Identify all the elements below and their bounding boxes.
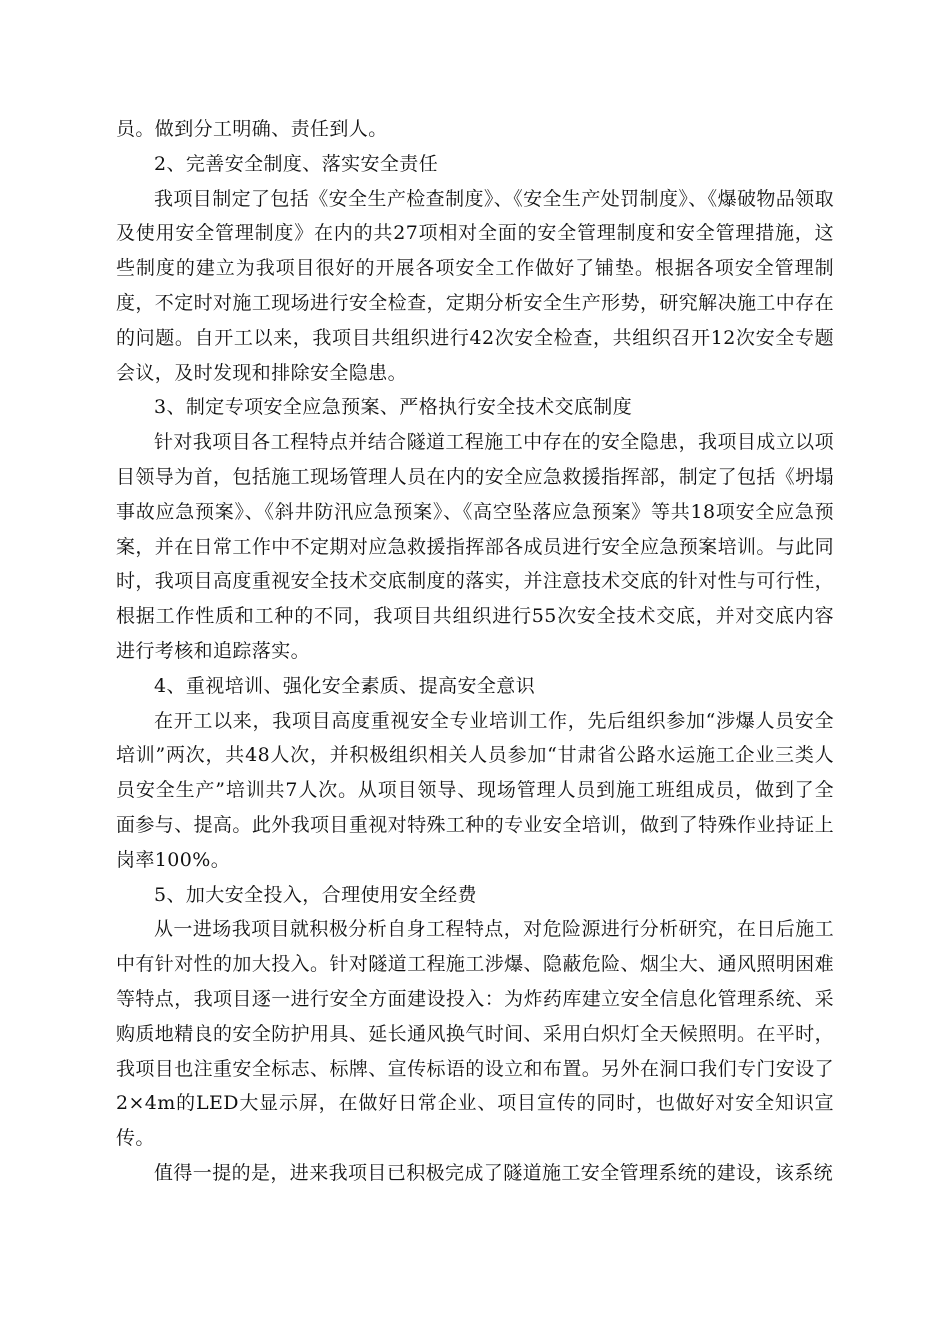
paragraph-emergency-plan: 针对我项目各工程特点并结合隧道工程施工中存在的安全隐患，我项目成立以项目领导为首，包括施工现场管理人员在内的安全应急救援指挥部，制定了包括《坍塌事故应急预案》、《斜井防汛应急预案》、《高空坠落应急预案》等共18项安全应急预案，并在日常工作中不定期对应急救援指挥部各成员进行安全应急预案培训。与此同时，我项目高度重视安全技术交底制度的落实，并注意技术交底的针对性与可行性，根据工作性质和工种的不同，我项目共组织进行55次安全技术交底，并对交底内容进行考核和追踪落实。: [116, 431, 834, 662]
paragraph-training: 在开工以来，我项目高度重视安全专业培训工作，先后组织参加“涉爆人员安全培训”两次，共48人次，并积极组织相关人员参加“甘肃省公路水运施工企业三类人员安全生产”培训共7人次。从项目领导、现场管理人员到施工班组成员，做到了全面参与、提高。此外我项目重视对特殊工种的专业安全培训，做到了特殊作业持证上岗率100%。: [116, 709, 834, 871]
paragraph-continuation: 员。做到分工明确、责任到人。: [116, 118, 388, 140]
section-heading-5: 5、加大安全投入，合理使用安全经费: [154, 883, 477, 906]
section-heading-3: 3、制定专项安全应急预案、严格执行安全技术交底制度: [154, 396, 633, 419]
section-heading-2: 2、完善安全制度、落实安全责任: [154, 152, 439, 175]
section-heading-4: 4、重视培训、强化安全素质、提高安全意识: [154, 674, 536, 697]
document-body: [116, 112, 834, 1191]
paragraph-safety-system: 我项目制定了包括《安全生产检查制度》、《安全生产处罚制度》、《爆破物品领取及使用安全管理制度》在内的共27项相对全面的安全管理制度和安全管理措施，这些制度的建立为我项目很好的开展各项安全工作做好了铺垫。根据各项安全管理制度，不定时对施工现场进行安全检查，定期分析安全生产形势，研究解决施工中存在的问题。自开工以来，我项目共组织进行42次安全检查，共组织召开12次安全专题会议，及时发现和排除安全隐患。: [116, 187, 834, 384]
paragraph-management-system: 值得一提的是，进来我项目已积极完成了隧道施工安全管理系统的建设，该系统: [154, 1161, 834, 1184]
paragraph-investment: 从一进场我项目就积极分析自身工程特点，对危险源进行分析研究，在日后施工中有针对性的加大投入。针对隧道工程施工涉爆、隐蔽危险、烟尘大、通风照明困难等特点，我项目逐一进行安全方面建设投入：为炸药库建立安全信息化管理系统、采购质地精良的安全防护用具、延长通风换气时间、采用白炽灯全天候照明。在平时，我项目也注重安全标志、标牌、宣传标语的设立和布置。另外在洞口我们专门安设了2×4m的LED大显示屏，在做好日常企业、项目宣传的同时，也做好对安全知识宣传。: [116, 918, 834, 1150]
